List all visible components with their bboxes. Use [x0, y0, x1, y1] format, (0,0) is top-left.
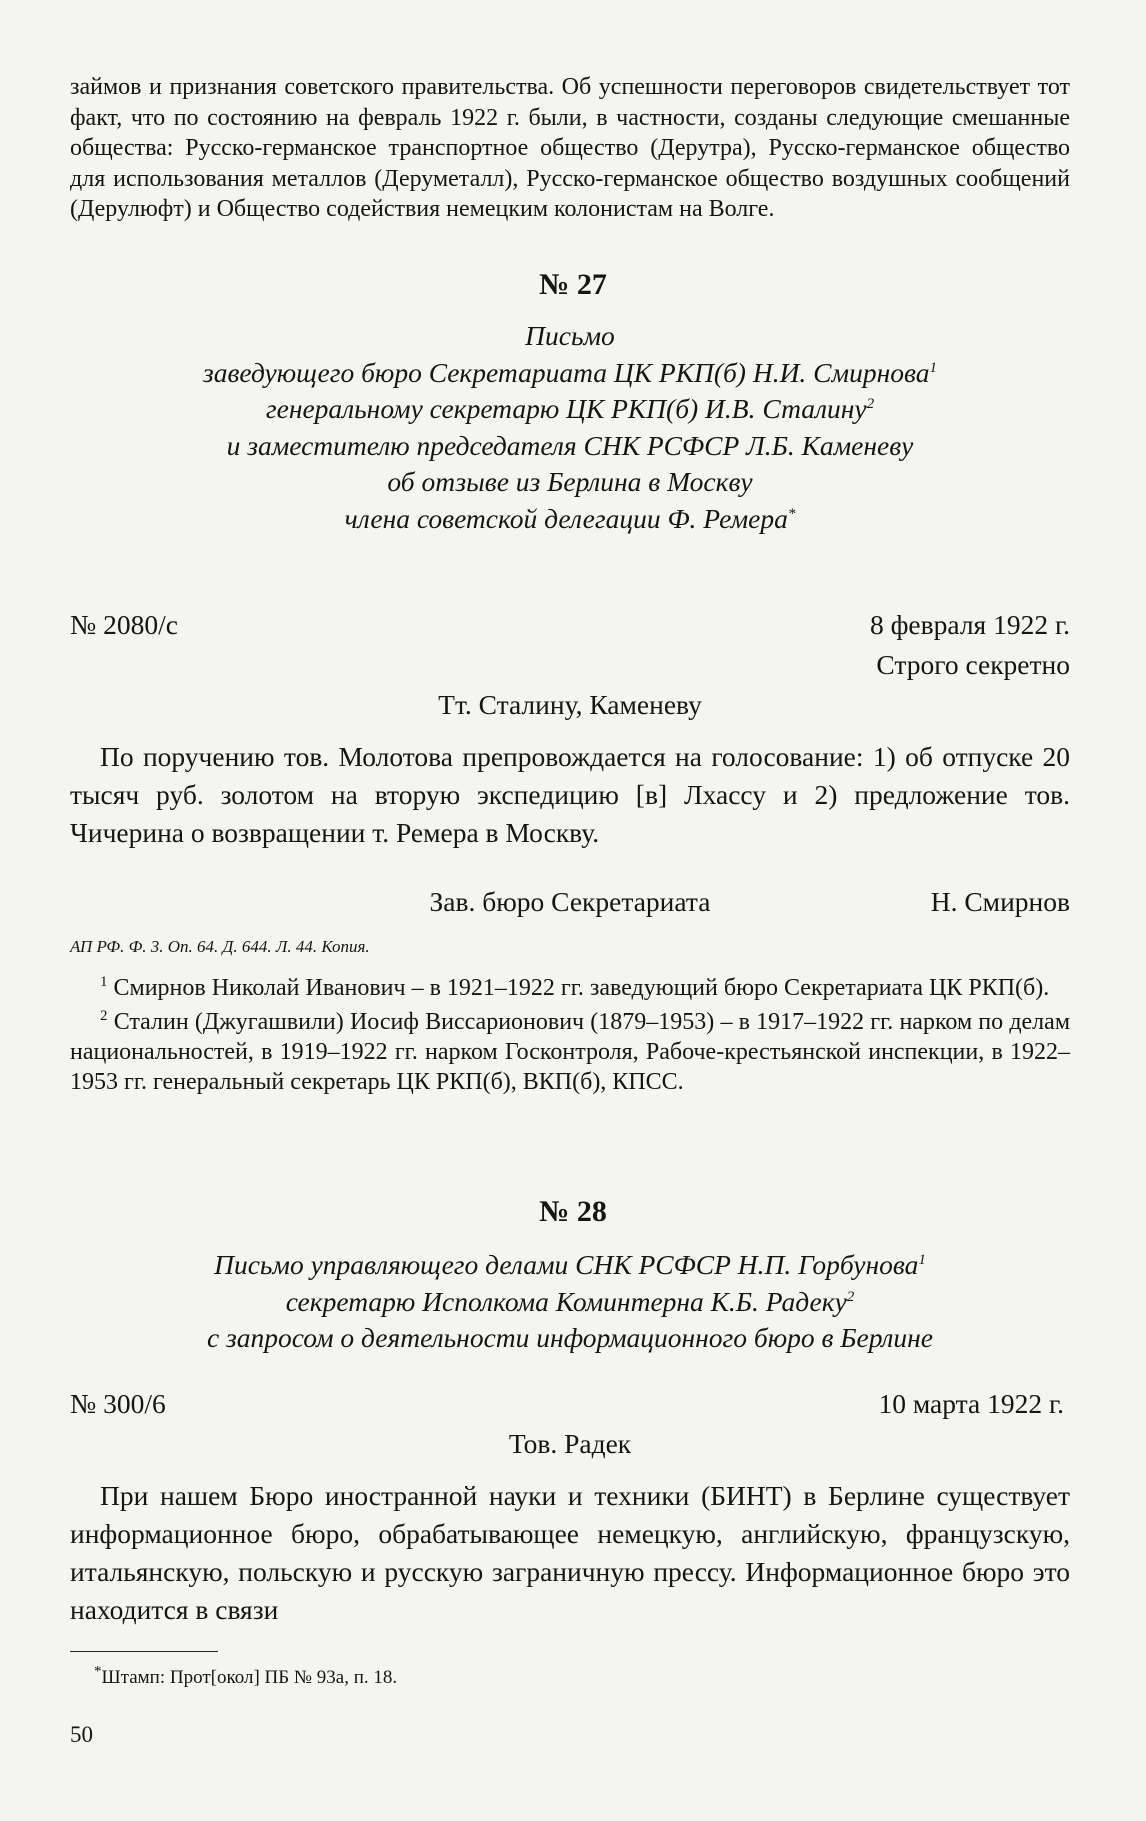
doc28-body: [70, 1477, 1070, 1629]
doc27-reg-number: № 2080/с: [70, 609, 178, 640]
footnote: $^1$ Смирнов Николай Иванович – в 1921–1922 гг. заведующий бюро Секретариата ЦК РКП(б).: [100, 974, 1050, 1001]
doc27-footnotes: [70, 973, 1070, 1101]
doc28-title-line: секретарю Исполкома Коминтерна К.Б. Радеку$^2$: [285, 1285, 855, 1317]
doc27-title-line: члена советской делегации Ф. Ремера*: [344, 502, 796, 534]
doc27-secrecy-row: [70, 649, 1070, 685]
doc28-reg-number: № 300/6: [70, 1388, 166, 1419]
doc28-body-paragraph: При нашем Бюро иностранной науки и техники (БИНТ) в Берлине существует информационное бюро, обрабатывающее немецкую, английскую, французскую, итальянскую, польскую и русскую заграничную прессу. Информационное бюро это находится в связи: [70, 1480, 1070, 1625]
intro-paragraph: займов и признания советского правительства. Об успешности переговоров свидетельствует тот факт, что по состоянию на февраль 1922 г. были, в частности, созданы следующие смешанные общества: Русско-германское транспортное общество (Дерутра), Русско-германское общество для использования металлов (Деруметалл), Русско-германское общество воздушных сообщений (Дерулюфт) и Общество содействия немецким колонистам на Волге.: [70, 74, 1070, 222]
footnote-ref: 1: [918, 1251, 926, 1268]
doc27-title-line: заведующего бюро Секретариата ЦК РКП(б) Н.И. Смирнова$^1$: [203, 356, 937, 388]
footnote-ref: *: [787, 505, 796, 522]
doc27-header-row: [70, 609, 1070, 645]
footnote-ref: 1: [929, 359, 937, 376]
doc27-title: [70, 318, 1070, 537]
doc28-title-line: с запросом о деятельности информационного бюро в Берлине: [206, 1322, 934, 1353]
footnote-mark: 2: [100, 1008, 108, 1024]
doc27-body: [70, 738, 1070, 852]
doc27-body-paragraph: По поручению тов. Молотова препровождается на голосование: 1) об отпуске 20 тысяч руб. золотом на вторую экспедицию [в] Лхассу и 2) предложение тов. Чичерина о возвращении т. Ремера в Москву.: [70, 741, 1070, 848]
doc27-archive-source: АП РФ. Ф. 3. Оп. 64. Д. 644. Л. 44. Копия.: [70, 937, 370, 956]
doc28-date: 10 марта 1922 г.: [878, 1388, 1064, 1419]
doc28-header-row: [70, 1388, 1070, 1424]
page-footnote-text: Штамп: Прот[окол] ПБ № 93а, п. 18.: [101, 1667, 398, 1688]
footnote-ref: 2: [866, 395, 875, 412]
doc28-addressee-row: [70, 1428, 1070, 1464]
footnote-separator: [70, 1651, 218, 1652]
doc27-date: 8 февраля 1922 г.: [869, 609, 1070, 640]
footnote-ref: 2: [846, 1288, 855, 1305]
footnote: $^2$ Сталин (Джугашвили) Иосиф Виссарионович (1879–1953) – в 1917–1922 гг. нарком по делам национальностей, в 1919–1922 гг. нарком Госконтроля, Рабоче-крестьянской инспекции, в 1922–1953 гг. генеральный секретарь ЦК РКП(б), ВКП(б), КПСС.: [70, 1008, 1071, 1095]
doc27-signature-name: Н. Смирнов: [930, 886, 1070, 917]
doc27-title-line: Письмо: [525, 320, 615, 351]
doc28-number: № 28: [539, 1195, 607, 1228]
doc27-signature-position: Зав. бюро Секретариата: [429, 886, 711, 917]
doc27-number: № 27: [539, 268, 607, 301]
doc27-title-line: и заместителю председателя СНК РСФСР Л.Б. Каменеву: [226, 429, 914, 461]
doc28-title: [70, 1247, 1070, 1357]
doc27-addressee-row: [70, 689, 1070, 725]
doc27-signature-row: [70, 886, 1070, 922]
doc28-title-line: Письмо управляющего делами СНК РСФСР Н.П. Горбунова$^1$: [214, 1249, 926, 1280]
doc27-addressee: Тт. Сталину, Каменеву: [438, 689, 702, 720]
footnote-mark: *: [94, 1663, 102, 1680]
page-number: 50: [70, 1722, 93, 1747]
doc27-secrecy-stamp: Строго секретно: [876, 649, 1070, 680]
page-footnote: [94, 1663, 1094, 1689]
doc27-title-line: генеральному секретарю ЦК РКП(б) И.В. Сталину$^2$: [265, 393, 875, 424]
doc27-title-line: об отзыве из Берлина в Москву: [387, 466, 753, 497]
doc28-addressee: Тов. Радек: [508, 1428, 632, 1459]
footnote-mark: 1: [100, 974, 108, 990]
